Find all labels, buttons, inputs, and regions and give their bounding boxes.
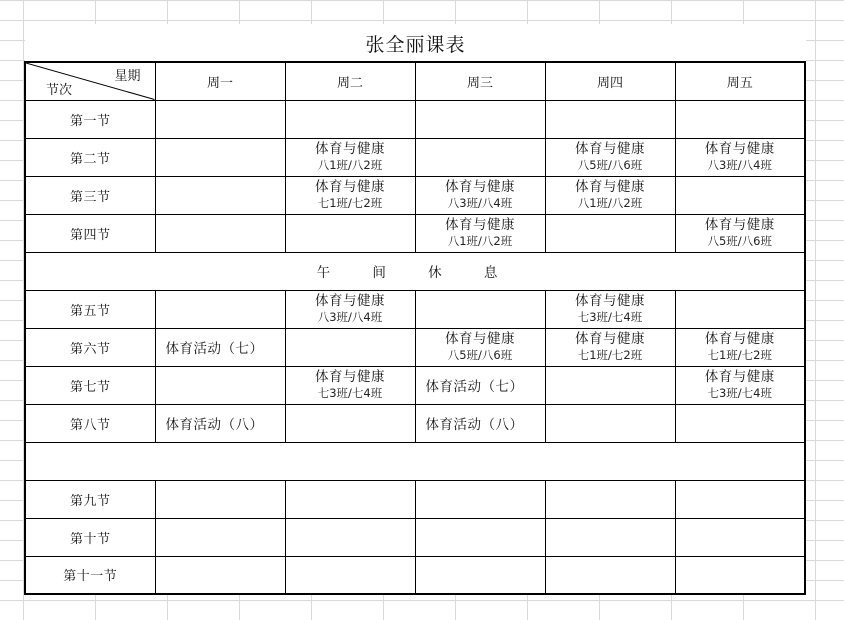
lunch-break-cell bbox=[25, 252, 805, 290]
schedule-cell bbox=[415, 214, 545, 252]
schedule-cell bbox=[675, 290, 805, 328]
schedule-cell bbox=[155, 480, 285, 518]
schedule-cell bbox=[675, 404, 805, 442]
schedule-cell bbox=[285, 214, 415, 252]
period-row bbox=[25, 518, 805, 556]
schedule-title: 张全丽课表 bbox=[25, 24, 806, 62]
period-row bbox=[25, 404, 805, 442]
schedule-cell bbox=[545, 518, 675, 556]
schedule-cell bbox=[155, 328, 285, 366]
schedule-cell bbox=[545, 404, 675, 442]
schedule-cell bbox=[545, 176, 675, 214]
course-classes: 八3班/八4班 bbox=[707, 158, 772, 172]
period-row bbox=[25, 366, 805, 404]
period-row bbox=[25, 214, 805, 252]
lunch-break-row bbox=[25, 252, 805, 290]
schedule-cell bbox=[545, 290, 675, 328]
schedule-cell bbox=[675, 518, 805, 556]
course-name: 体育与健康 bbox=[575, 293, 645, 309]
course-classes: 七3班/七4班 bbox=[577, 310, 643, 324]
day-header: 周二 bbox=[285, 62, 415, 100]
schedule-cell bbox=[155, 556, 285, 594]
period-label: 第七节 bbox=[25, 366, 155, 404]
course-classes: 八3班/八4班 bbox=[447, 196, 513, 210]
course-classes: 八1班/八2班 bbox=[577, 196, 643, 210]
course-name: 体育与健康 bbox=[575, 141, 645, 157]
period-row bbox=[25, 138, 805, 176]
schedule-cell bbox=[155, 290, 285, 328]
period-label: 第九节 bbox=[25, 480, 155, 518]
schedule-cell bbox=[155, 518, 285, 556]
course-name: 体育与健康 bbox=[315, 179, 385, 195]
schedule-cell bbox=[545, 100, 675, 138]
course-name: 体育与健康 bbox=[445, 331, 515, 347]
course-classes: 八1班/八2班 bbox=[447, 234, 513, 248]
schedule-cell bbox=[675, 556, 805, 594]
schedule-cell bbox=[285, 138, 415, 176]
period-row bbox=[25, 290, 805, 328]
course-name: 体育与健康 bbox=[704, 217, 775, 233]
course-name: 体育与健康 bbox=[575, 179, 645, 195]
period-label: 第三节 bbox=[25, 176, 155, 214]
course-classes: 八5班/八6班 bbox=[447, 348, 513, 362]
schedule-cell bbox=[545, 366, 675, 404]
schedule-cell bbox=[285, 176, 415, 214]
schedule-cell bbox=[155, 214, 285, 252]
schedule-cell bbox=[675, 366, 805, 404]
course-classes: 七1班/七2班 bbox=[317, 196, 383, 210]
schedule-cell bbox=[155, 138, 285, 176]
header-row bbox=[25, 62, 805, 100]
schedule-cell bbox=[155, 100, 285, 138]
schedule-cell bbox=[545, 556, 675, 594]
schedule-cell bbox=[675, 138, 805, 176]
day-header: 周一 bbox=[155, 62, 285, 100]
schedule-cell bbox=[545, 328, 675, 366]
schedule-cell bbox=[545, 214, 675, 252]
activity-label: 体育活动（八） bbox=[165, 417, 264, 433]
course-name: 体育与健康 bbox=[704, 141, 775, 157]
schedule-cell bbox=[285, 100, 415, 138]
course-classes: 八1班/八2班 bbox=[317, 158, 383, 172]
schedule-cell bbox=[415, 328, 545, 366]
period-label: 第四节 bbox=[25, 214, 155, 252]
period-row bbox=[25, 556, 805, 594]
activity-label: 体育活动（七） bbox=[165, 341, 264, 357]
course-classes: 八3班/八4班 bbox=[317, 310, 383, 324]
separator-row bbox=[25, 442, 805, 480]
course-name: 体育与健康 bbox=[575, 331, 645, 347]
period-row bbox=[25, 480, 805, 518]
schedule-cell bbox=[415, 556, 545, 594]
period-label: 第一节 bbox=[25, 100, 155, 138]
day-header: 周三 bbox=[415, 62, 545, 100]
period-label: 第八节 bbox=[25, 404, 155, 442]
course-classes: 七1班/七2班 bbox=[577, 348, 643, 362]
schedule-cell bbox=[285, 404, 415, 442]
corner-period-label: 节次 bbox=[46, 82, 73, 98]
schedule-cell bbox=[415, 100, 545, 138]
schedule-cell bbox=[415, 176, 545, 214]
course-name: 体育与健康 bbox=[704, 369, 775, 385]
period-label: 第六节 bbox=[25, 328, 155, 366]
course-classes: 七3班/七4班 bbox=[707, 386, 772, 400]
schedule-cell bbox=[155, 404, 285, 442]
course-name: 体育与健康 bbox=[704, 331, 775, 347]
course-classes: 八5班/八6班 bbox=[577, 158, 643, 172]
schedule-cell bbox=[415, 404, 545, 442]
schedule-cell bbox=[415, 518, 545, 556]
schedule-cell bbox=[415, 138, 545, 176]
period-row bbox=[25, 100, 805, 138]
schedule-cell bbox=[285, 556, 415, 594]
schedule-cell bbox=[285, 290, 415, 328]
activity-label: 体育活动（七） bbox=[425, 379, 524, 395]
lunch-break-label: 午 间 休 息 bbox=[316, 265, 514, 281]
schedule-cell bbox=[155, 176, 285, 214]
corner-header-cell bbox=[25, 62, 155, 100]
course-name: 体育与健康 bbox=[445, 179, 515, 195]
schedule-cell bbox=[415, 366, 545, 404]
schedule-cell bbox=[155, 366, 285, 404]
course-classes: 七3班/七4班 bbox=[317, 386, 383, 400]
course-name: 体育与健康 bbox=[315, 293, 385, 309]
separator-cell bbox=[25, 442, 805, 480]
schedule-cell bbox=[285, 366, 415, 404]
period-label: 第十一节 bbox=[25, 556, 155, 594]
period-row bbox=[25, 176, 805, 214]
period-label: 第十节 bbox=[25, 518, 155, 556]
period-row bbox=[25, 328, 805, 366]
schedule-cell bbox=[545, 480, 675, 518]
corner-weekday-label: 星期 bbox=[114, 69, 141, 84]
schedule-cell bbox=[675, 100, 805, 138]
schedule-cell bbox=[545, 138, 675, 176]
schedule-cell bbox=[675, 328, 805, 366]
period-label: 第二节 bbox=[25, 138, 155, 176]
schedule-cell bbox=[675, 176, 805, 214]
course-name: 体育与健康 bbox=[315, 369, 385, 385]
schedule-cell bbox=[285, 518, 415, 556]
activity-label: 体育活动（八） bbox=[425, 417, 524, 433]
period-label: 第五节 bbox=[25, 290, 155, 328]
day-header: 周五 bbox=[675, 62, 805, 100]
schedule-cell bbox=[285, 480, 415, 518]
schedule-cell bbox=[675, 214, 805, 252]
schedule-cell bbox=[415, 290, 545, 328]
schedule-cell bbox=[285, 328, 415, 366]
course-name: 体育与健康 bbox=[315, 141, 385, 157]
schedule-table bbox=[24, 61, 806, 595]
course-classes: 七1班/七2班 bbox=[707, 348, 772, 362]
day-header: 周四 bbox=[545, 62, 675, 100]
course-classes: 八5班/八6班 bbox=[707, 234, 772, 248]
schedule-cell bbox=[675, 480, 805, 518]
course-name: 体育与健康 bbox=[445, 217, 515, 233]
schedule-cell bbox=[415, 480, 545, 518]
